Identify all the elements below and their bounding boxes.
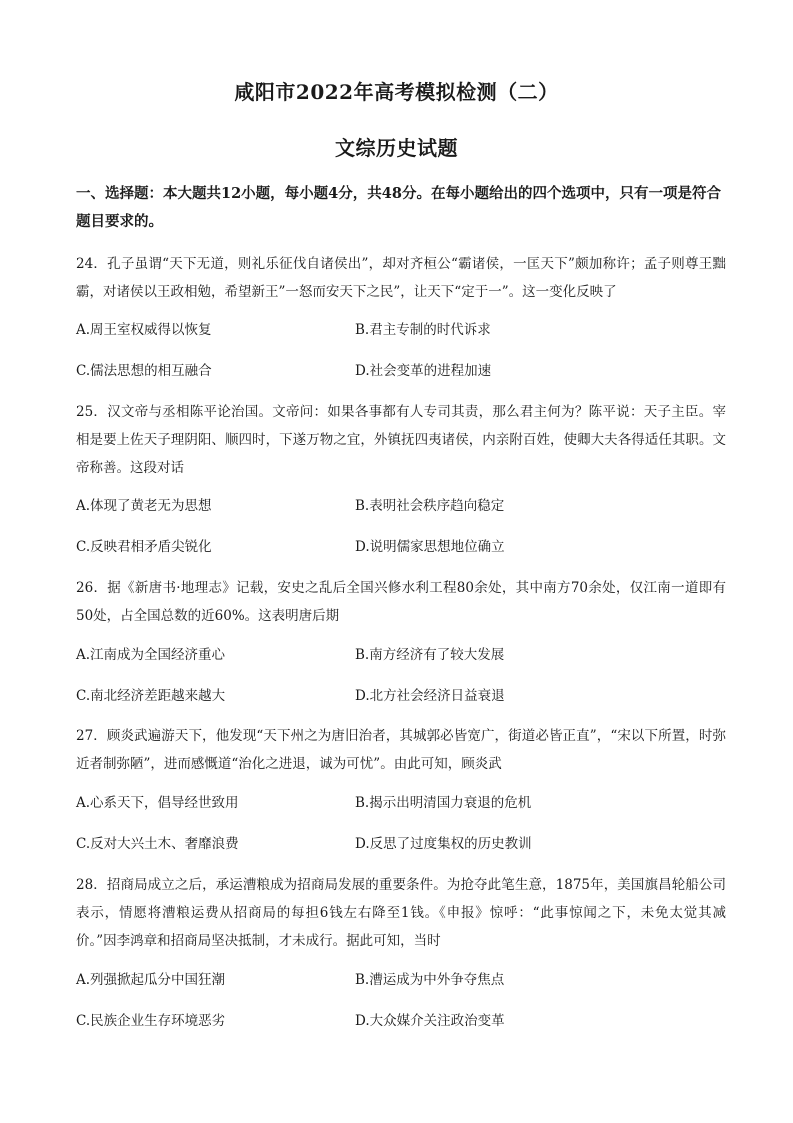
question-25-stem: 25．汉文帝与丞相陈平论治国。文帝问：如果各事都有人专司其责，那么君主何为？陈平说：天子主臣。宰相是要上佐天子理阴阳、顺四时，下遂万物之宜，外镇抚四夷诸侯，内亲附百姓，使卿大夫各得适任其职。文帝称善。这段对话 [76, 404, 726, 476]
question-25-option-c[interactable]: C.反映君相矛盾尖锐化 [76, 539, 212, 555]
question-24-option-b[interactable]: B.君主专制的时代诉求 [355, 322, 491, 338]
question-26-option-b[interactable]: B.南方经济有了较大发展 [355, 647, 505, 663]
question-26-stem: 26．据《新唐书·地理志》记载，安史之乱后全国兴修水利工程80余处，其中南方70余处，仅江南一道即有50处，占全国总数的近60%。这表明唐后期 [76, 580, 726, 624]
question-27-option-d[interactable]: D.反思了过度集权的历史教训 [355, 836, 532, 852]
question-28-stem: 28．招商局成立之后，承运漕粮成为招商局发展的重要条件。为抢夺此笔生意，1875年，美国旗昌轮船公司表示，情愿将漕粮运费从招商局的每担6钱左右降至1钱。《申报》惊呼：“此事惊闻之下，未免太觉其减价。”因李鸿章和招商局坚决抵制，才未成行。据此可知，当时 [76, 877, 726, 949]
question-27-option-a[interactable]: A.心系天下，倡导经世致用 [76, 795, 239, 811]
question-28-option-a[interactable]: A.列强掀起瓜分中国狂潮 [76, 972, 226, 988]
question-24-option-a[interactable]: A.周王室权威得以恢复 [76, 322, 212, 338]
question-26-option-c[interactable]: C.南北经济差距越来越大 [76, 688, 226, 704]
question-24-option-d[interactable]: D.社会变革的进程加速 [355, 363, 492, 379]
question-27-option-c[interactable]: C.反对大兴土木、奢靡浪费 [76, 836, 239, 852]
section-instruction: 一、选择题：本大题共12小题，每小题4分，共48分。在每小题给出的四个选项中，只有一项是符合题目要求的。 [76, 185, 721, 230]
question-28-option-d[interactable]: D.大众媒介关注政治变革 [355, 1013, 505, 1029]
question-28-option-c[interactable]: C.民族企业生存环境恶劣 [76, 1013, 226, 1029]
question-26-option-d[interactable]: D.北方社会经济日益衰退 [355, 688, 505, 704]
question-25-option-a[interactable]: A.体现了黄老无为思想 [76, 498, 212, 514]
question-24-stem: 24．孔子虽谓“天下无道，则礼乐征伐自诸侯出”，却对齐桓公“霸诸侯，一匡天下”颇加称许；孟子则尊王黜霸，对诸侯以王政相勉，希望新王”一怒而安天下之民”，让天下“定于一”。这一变化反映了 [76, 256, 726, 300]
question-24-option-c[interactable]: C.儒法思想的相互融合 [76, 363, 212, 379]
question-25-option-d[interactable]: D.说明儒家思想地位确立 [355, 539, 505, 555]
question-25-option-b[interactable]: B.表明社会秩序趋向稳定 [355, 498, 505, 514]
question-27-option-b[interactable]: B.揭示出明清国力衰退的危机 [355, 795, 532, 811]
question-26-option-a[interactable]: A.江南成为全国经济重心 [76, 647, 226, 663]
question-28-option-b[interactable]: B.漕运成为中外争夺焦点 [355, 972, 505, 988]
page-title: 咸阳市2022年高考模拟检测（二） [234, 80, 559, 104]
page-subtitle: 文综历史试题 [335, 136, 458, 160]
question-27-stem: 27．顾炎武遍游天下，他发现“天下州之为唐旧治者，其城郭必皆宽广，街道必皆正直”，“宋以下所置，时弥近者制弥陋”，进而感慨道“治化之进退，诚为可忧”。由此可知，顾炎武 [76, 728, 726, 772]
